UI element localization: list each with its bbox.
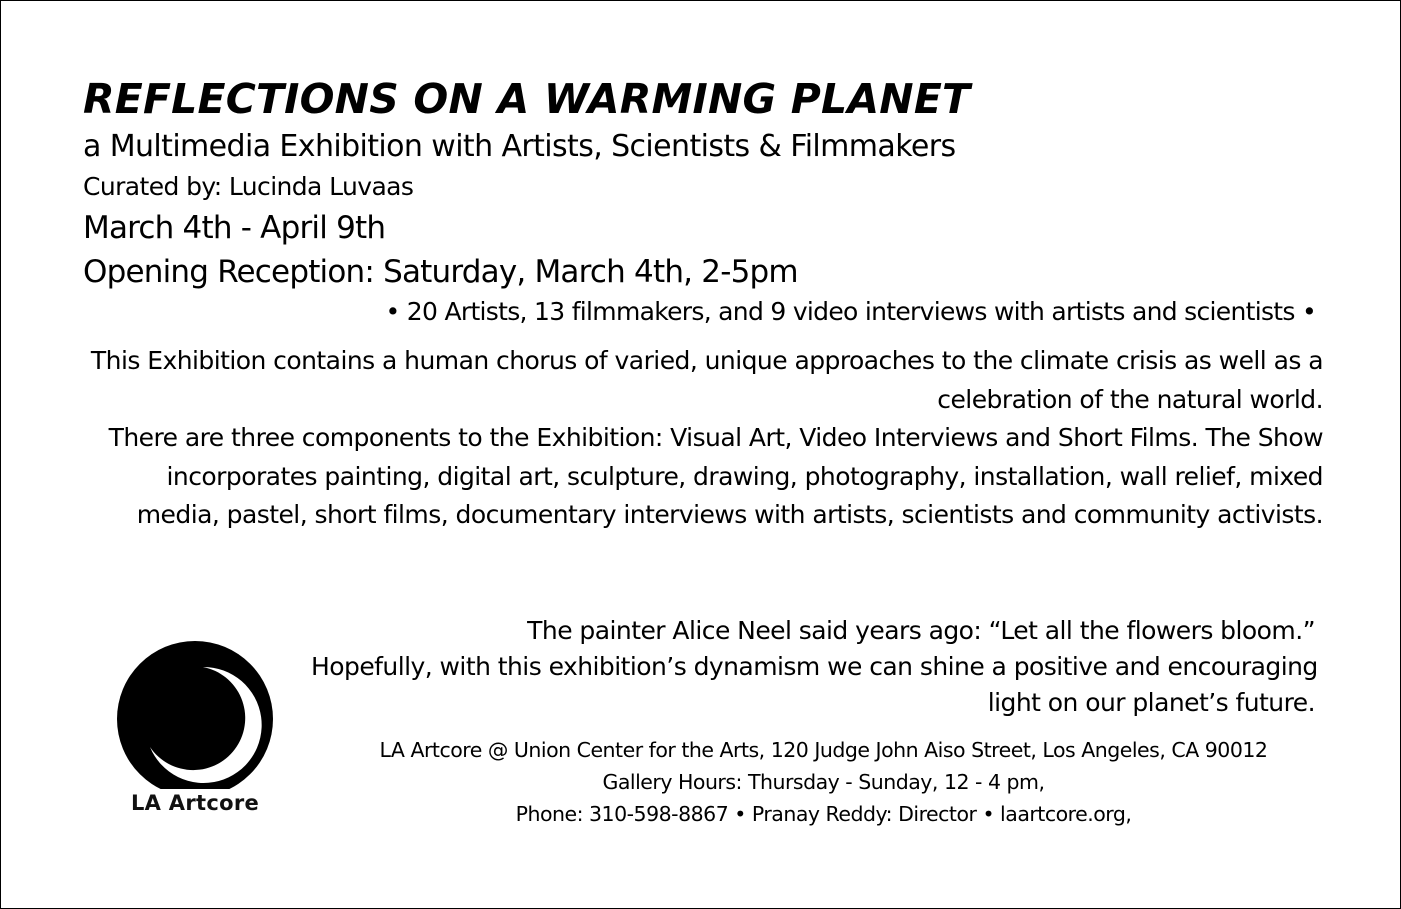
quote-block bbox=[311, 613, 1318, 721]
crescent-moon-logo-icon bbox=[115, 639, 275, 789]
exhibition-description: This Exhibition contains a human chorus of varied, unique approaches to the climate crisis as well as a celebration of the natural world. bbox=[90, 346, 1323, 414]
contact-block bbox=[331, 734, 1316, 830]
exhibition-subtitle: a Multimedia Exhibition with Artists, Scientists & Filmmakers bbox=[83, 129, 956, 164]
exhibition-dates: March 4th - April 9th bbox=[83, 210, 386, 246]
exhibition-components: There are three components to the Exhibition: Visual Art, Video Interviews and Short Films. The Show incorporates painting, digital art, sculpture, drawing, photography, installation, wall relief, mixed media, pastel, short films, documentary interviews with artists, scientists and community activists. bbox=[108, 423, 1323, 529]
participants-summary: • 20 Artists, 13 filmmakers, and 9 video interviews with artists and scientists • bbox=[385, 297, 1316, 326]
curator-line: Curated by: Lucinda Luvaas bbox=[83, 172, 414, 201]
quote-line-1: The painter Alice Neel said years ago: “Let all the flowers bloom.” bbox=[527, 616, 1315, 645]
opening-reception: Opening Reception: Saturday, March 4th, 2-5pm bbox=[83, 254, 798, 290]
exhibition-title: REFLECTIONS ON A WARMING PLANET bbox=[83, 75, 971, 123]
quote-line-2: Hopefully, with this exhibition’s dynamism we can shine a positive and encouraging bbox=[311, 652, 1318, 681]
quote-line-3: light on our planet’s future. bbox=[987, 688, 1315, 717]
venue-address: LA Artcore @ Union Center for the Arts, 120 Judge John Aiso Street, Los Angeles, CA 90012 bbox=[379, 738, 1268, 762]
phone-director-website: Phone: 310-598-8867 • Pranay Reddy: Director • laartcore.org, bbox=[515, 802, 1132, 826]
logo-text: LA Artcore bbox=[130, 791, 260, 815]
gallery-hours: Gallery Hours: Thursday - Sunday, 12 - 4 pm, bbox=[602, 770, 1045, 794]
la-artcore-logo bbox=[115, 639, 275, 819]
